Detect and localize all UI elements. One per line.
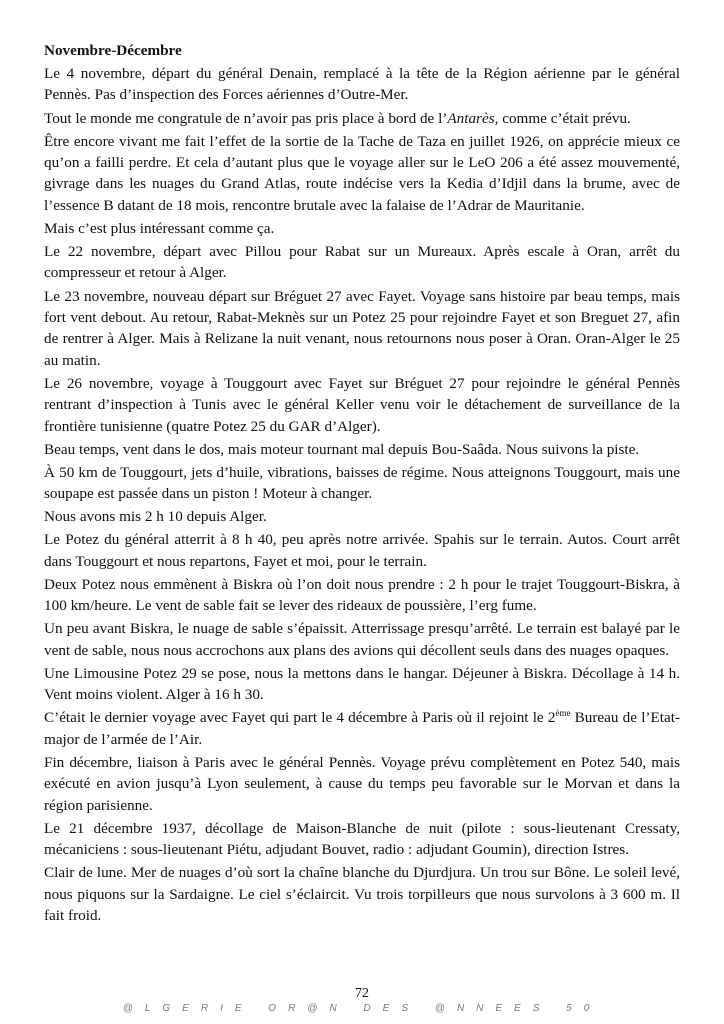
paragraph: Le 26 novembre, voyage à Touggourt avec Fayet sur Bréguet 27 pour rejoindre le général Pennès rentrant d’inspection à Tunis avec le général Keller venu voir le détachement de surveillance de la frontière tunisienne (quatre Potez 25 du GAR d’Alger).: [44, 374, 680, 435]
paragraph: Le Potez du général atterrit à 8 h 40, peu après notre arrivée. Spahis sur le terrain. Autos. Court arrêt dans Touggourt et nous repartons, Fayet et moi, pour le terrain.: [44, 531, 680, 570]
paragraph: Un peu avant Biskra, le nuage de sable s’épaissit. Atterrissage presqu’arrêté. Le terrain est balayé par le vent de sable, nous nous accrochons aux plans des avions qui décollent seuls dans des nuages opaques.: [44, 620, 680, 659]
section-heading: Novembre-Décembre: [44, 42, 182, 59]
paragraph-text: Tout le monde me congratule de n’avoir pas pris place à bord de l’Antarès, comme c’était prévu.: [44, 109, 631, 127]
paragraph: Fin décembre, liaison à Paris avec le général Pennès. Voyage prévu complètement en Potez 540, mais exécuté en avion jusqu’à Lyon seulement, à cause du temps peu favorable sur le Morvan et dans la région parisienne.: [44, 753, 680, 814]
page-number: 72: [355, 986, 369, 1001]
paragraph: Clair de lune. Mer de nuages d’où sort la chaîne blanche du Djurdjura. Un trou sur Bône. Le soleil levé, nous piquons sur la Sardaigne. Le ciel s’éclaircit. Vu trois torpilleurs que nous survolons à 3 600 m. Il fait froid.: [44, 864, 680, 925]
paragraph: Le 23 novembre, nouveau départ sur Bréguet 27 avec Fayet. Voyage sans histoire par beau temps, mais fort vent debout. Au retour, Rabat-Meknès sur un Potez 25 pour rejoindre Fayet et son Breguet 27, afin de rentrer à Alger. Mais à Relizane la nuit venant, nous retournons nous poser à Oran. Oran-Alger le 25 au matin.: [44, 287, 680, 369]
paragraph: [44, 108, 680, 129]
paragraph: Le 22 novembre, départ avec Pillou pour Rabat sur un Mureaux. Après escale à Oran, arrêt du compresseur et retour à Alger.: [44, 243, 680, 282]
paragraph: Le 21 décembre 1937, décollage de Maison-Blanche de nuit (pilote : sous-lieutenant Cressaty, mécaniciens : sous-lieutenant Piétu, adjudant Bouvet, radio : adjudant Goumin), direction Istres.: [44, 819, 680, 859]
paragraph: Être encore vivant me fait l’effet de la sortie de la Tache de Taza en juillet 1926, on apprécie mieux ce qu’on a failli perdre. Et cela d’autant plus que le voyage aller sur le LeO 206 a été assez mouvementé, givrage dans les nuages du Grand Atlas, route indécise vers la Kedia d’Idjil dans la brume, avec de l’essence B datant de 18 mois, rencontre brutale avec la falaise de l’Adrar de Mauritanie.: [44, 132, 680, 214]
paragraph: Nous avons mis 2 h 10 depuis Alger.: [44, 508, 267, 526]
paragraph-text: C’était le dernier voyage avec Fayet qui part le 4 décembre à Paris où il rejoint le 2ème Bureau de l’Etat-major de l’armée de l’Air.: [44, 708, 681, 748]
page-body: [44, 40, 680, 928]
paragraph: Deux Potez nous emmènent à Biskra où l’on doit nous prendre : 2 h pour le trajet Touggourt-Biskra, à 100 km/heure. Le vent de sable fait se lever des rideaux de poussière, l’erg fume.: [44, 575, 680, 615]
paragraph: [44, 707, 680, 750]
paragraph: Une Limousine Potez 29 se pose, nous la mettons dans le hangar. Déjeuner à Biskra. Décollage à 14 h. Vent moins violent. Alger à 16 h 30.: [44, 664, 680, 704]
paragraph: À 50 km de Touggourt, jets d’huile, vibrations, baisses de régime. Nous atteignons Touggourt, mais une soupape est passée dans un piston ! Moteur à changer.: [44, 463, 680, 503]
paragraph: Mais c’est plus intéressant comme ça.: [44, 219, 275, 237]
paragraph: Beau temps, vent dans le dos, mais moteur tournant mal depuis Bou-Saâda. Nous suivons la piste.: [44, 440, 640, 458]
paragraph: Le 4 novembre, départ du général Denain, remplacé à la tête de la Région aérienne par le général Pennès. Pas d’inspection des Forces aériennes d’Outre-Mer.: [44, 65, 680, 104]
footer-watermark: @LGERIE OR@N DES @NNEES 50: [122, 1003, 602, 1014]
